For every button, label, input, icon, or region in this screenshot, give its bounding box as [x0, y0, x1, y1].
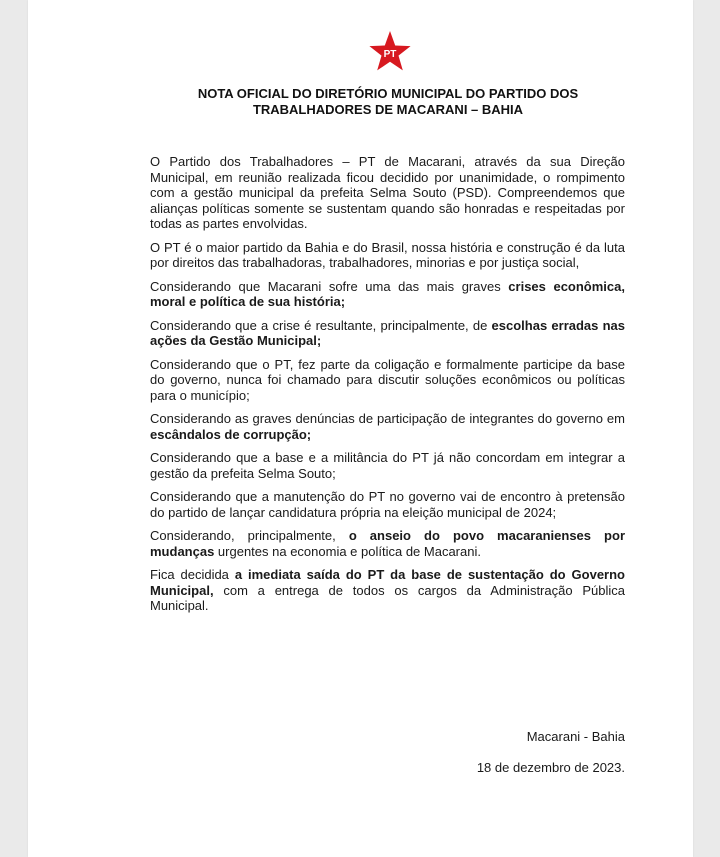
paragraph-corruption: Considerando as graves denúncias de participação de integrantes do governo em escândalos de corrupção;	[150, 411, 625, 442]
paragraph-militancy: Considerando que a base e a militância do PT já não concordam em integrar a gestão da prefeita Selma Souto;	[150, 450, 625, 481]
paragraph-candidacy: Considerando que a manutenção do PT no governo vai de encontro à pretensão do partido de lançar candidatura própria na eleição municipal de 2024;	[150, 489, 625, 520]
pt-star-icon	[368, 30, 412, 74]
closing-signature	[428, 729, 625, 790]
paragraph-pt-history: O PT é o maior partido da Bahia e do Brasil, nossa história e construção é da luta por direitos das trabalhadoras, trabalhadores, minorias e por justiça social,	[150, 239, 625, 270]
title-line-1: NOTA OFICIAL DO DIRETÓRIO MUNICIPAL DO PARTIDO DOS	[197, 86, 579, 101]
closing-place: Macarani - Bahia	[526, 729, 625, 744]
document-page	[28, 0, 693, 857]
title-line-2: TRABALHADORES DE MACARANI – BAHIA	[252, 102, 524, 117]
paragraph-coalition: Considerando que o PT, fez parte da coligação e formalmente participe da base do governo, nunca foi chamado para discutir soluções econômicos ou políticas para o município;	[150, 356, 625, 403]
paragraph-decision: Fica decidida a imediata saída do PT da base de sustentação do Governo Municipal, com a entrega de todos os cargos da Administração Pública Municipal.	[150, 567, 625, 613]
paragraph-people-desire: Considerando, principalmente, o anseio do povo macaranienses por mudanças urgentes na economia e política de Macarani.	[150, 528, 625, 559]
logo-text: PT	[383, 49, 397, 60]
page-title	[138, 86, 638, 118]
closing-date: 18 de dezembro de 2023.	[476, 759, 625, 775]
paragraph-intro: O Partido dos Trabalhadores – PT de Macarani, através da sua Direção Municipal, em reunião realizada ficou decidido por unanimidade, o rompimento com a gestão municipal da prefeita Selma Souto (PSD). Compreendemos que alianças políticas somente se sustentam quando são honradas e respeitadas por todas as partes envolvidas.	[150, 154, 625, 231]
paragraph-crisis: Considerando que Macarani sofre uma das mais graves crises econômica, moral e política de sua história;	[150, 278, 625, 309]
document-body	[150, 154, 625, 622]
paragraph-wrong-choices: Considerando que a crise é resultante, principalmente, de escolhas erradas nas ações da Gestão Municipal;	[150, 317, 625, 348]
